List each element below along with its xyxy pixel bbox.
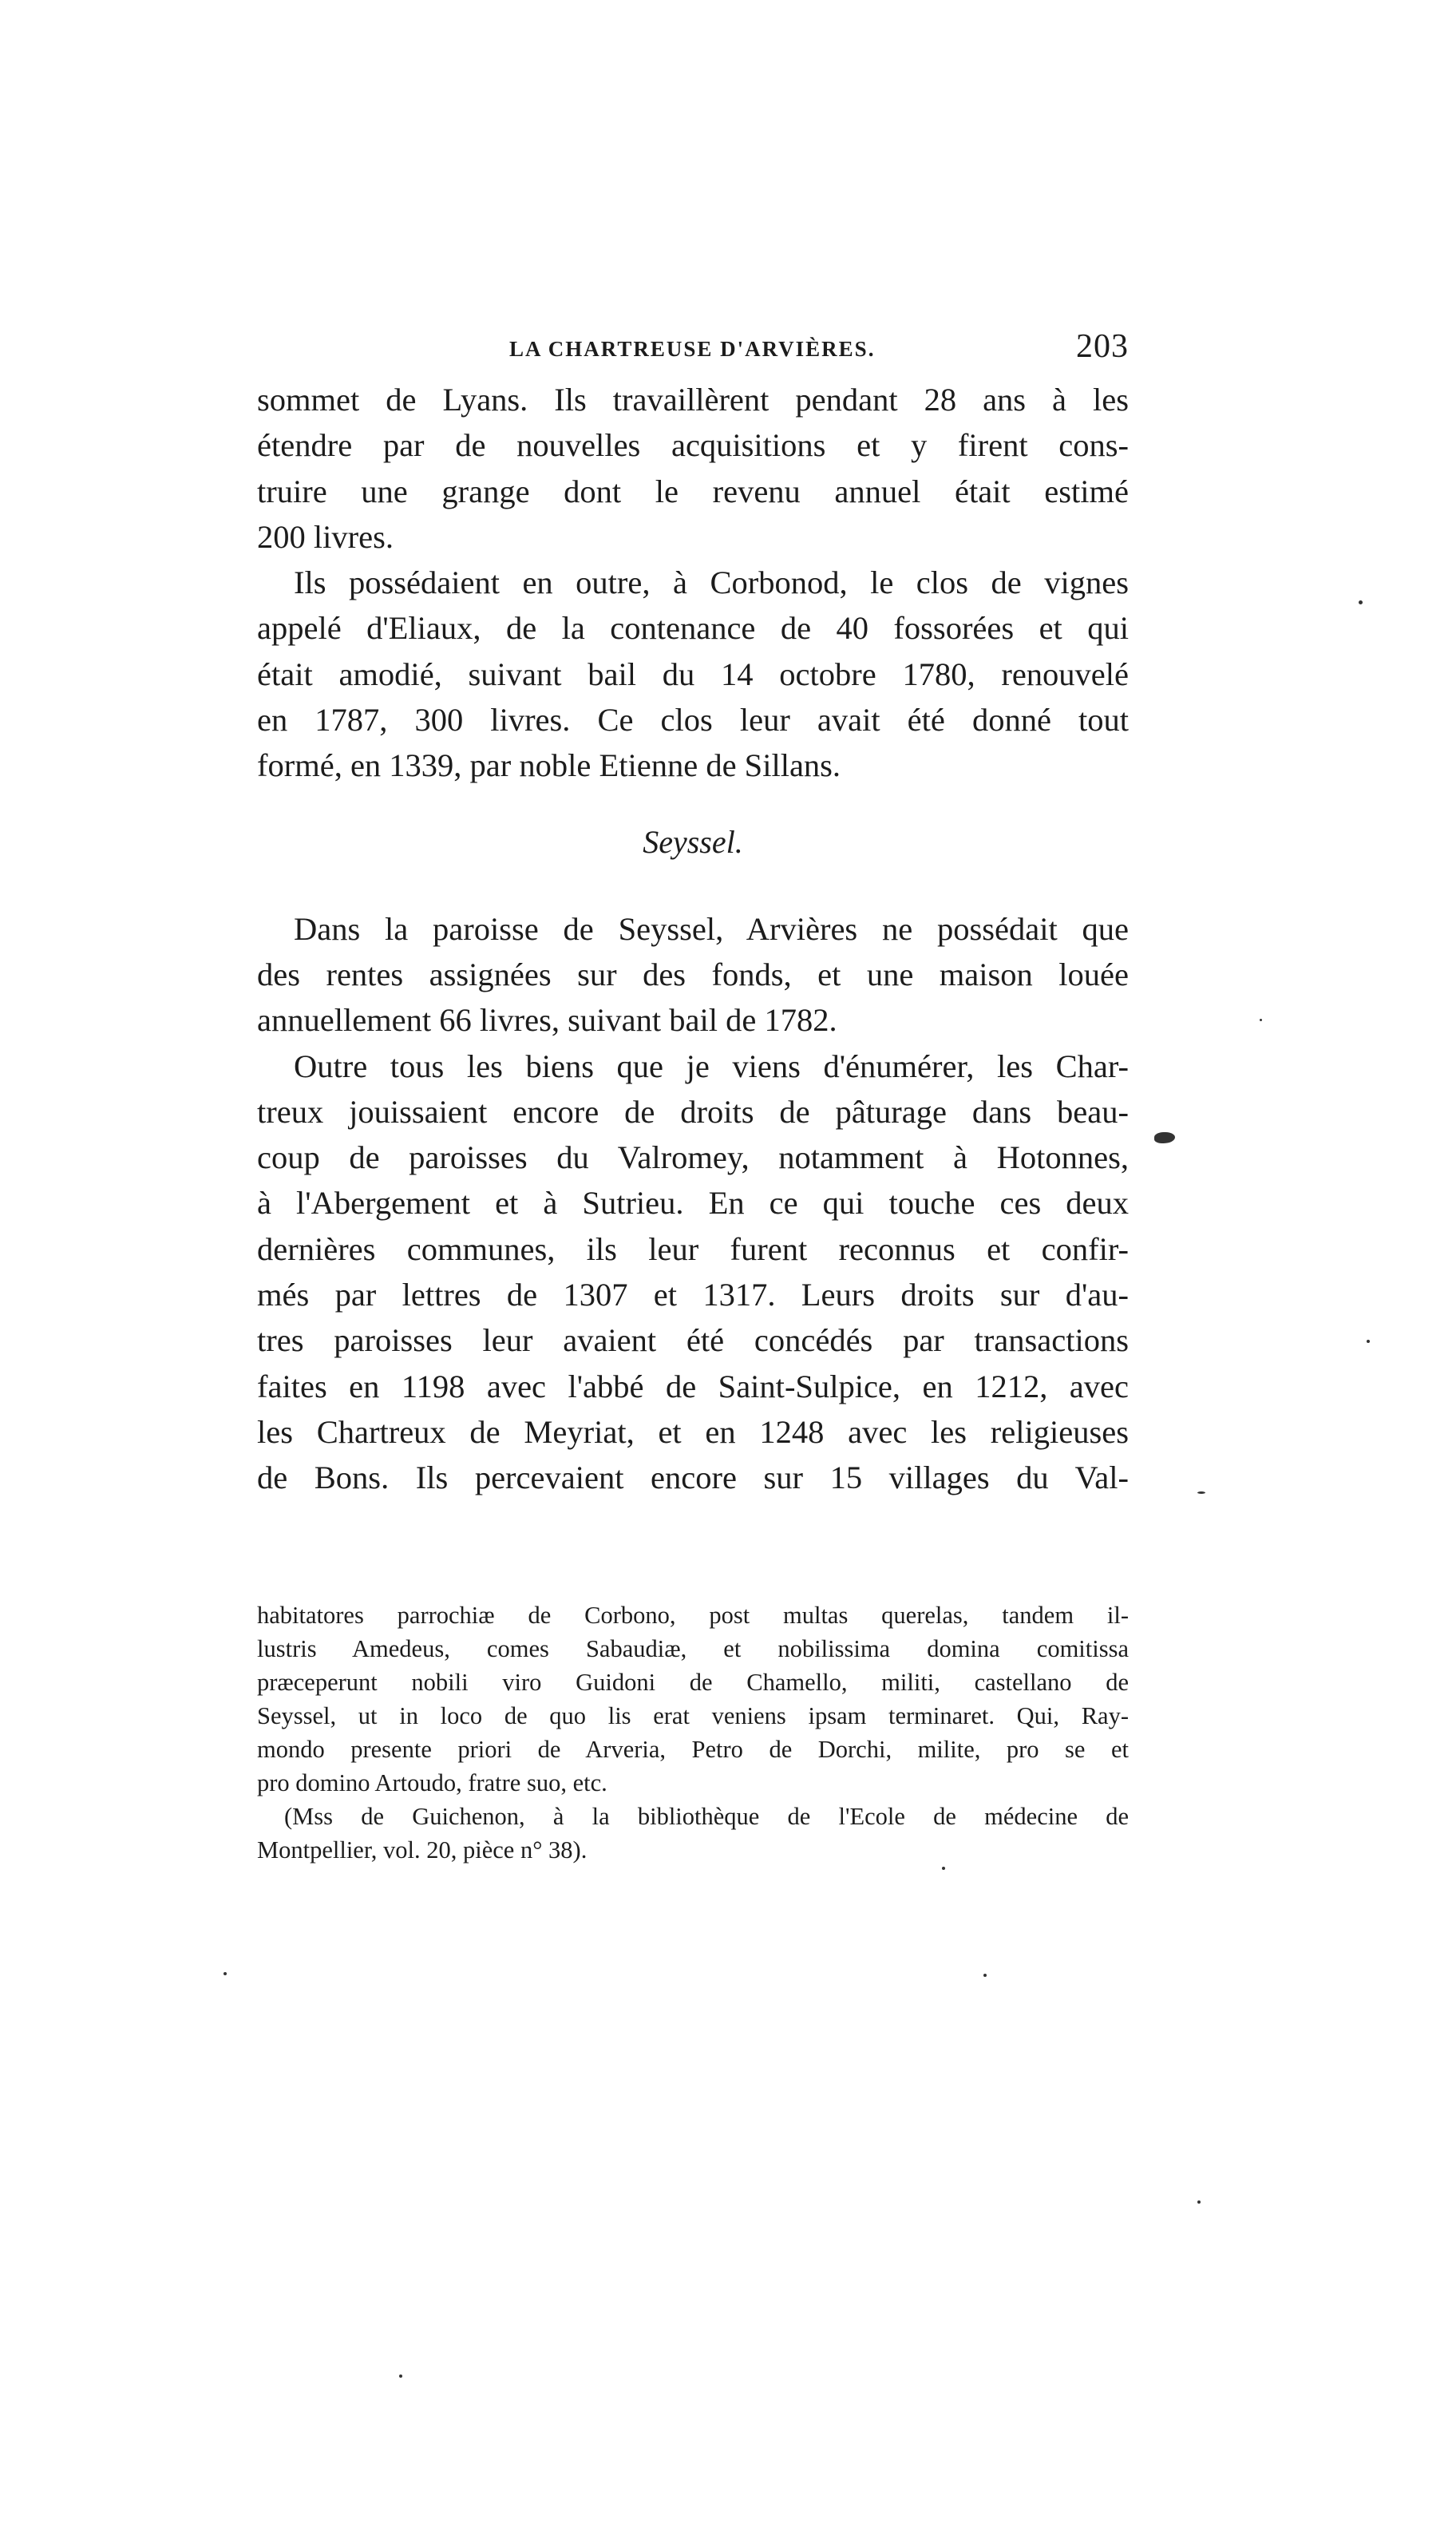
text-line: sommet de Lyans. Ils travaillèrent pendant 28 ans à les bbox=[257, 382, 1129, 418]
text-line: était amodié, suivant bail du 14 octobre 1780, renouvelé bbox=[257, 656, 1129, 692]
ink-speck bbox=[1197, 2200, 1201, 2204]
text-line: treux jouissaient encore de droits de pâturage dans beau- bbox=[257, 1093, 1129, 1130]
ink-mark bbox=[1154, 1132, 1175, 1143]
footnote-line: habitatores parrochiæ de Corbono, post multas querelas, tandem il- bbox=[257, 1602, 1129, 1629]
paragraph bbox=[257, 906, 1129, 1044]
paragraph bbox=[257, 560, 1129, 788]
text-line: Outre tous les biens que je viens d'énumérer, les Char- bbox=[294, 1048, 1129, 1084]
text-line: formé, en 1339, par noble Etienne de Sillans. bbox=[257, 747, 841, 784]
ink-speck bbox=[224, 1972, 227, 1975]
text-line: Dans la paroisse de Seyssel, Arvières ne possédait que bbox=[294, 910, 1129, 947]
ink-speck bbox=[983, 1974, 987, 1977]
main-text bbox=[257, 377, 1129, 1501]
text-line: més par lettres de 1307 et 1317. Leurs droits sur d'au- bbox=[257, 1277, 1129, 1313]
text-line: des rentes assignées sur des fonds, et une maison louée bbox=[257, 956, 1129, 992]
ink-speck bbox=[1197, 1491, 1205, 1494]
paragraph bbox=[257, 377, 1129, 560]
text-line: étendre par de nouvelles acquisitions et y firent cons- bbox=[257, 427, 1129, 464]
ink-speck bbox=[1260, 1019, 1262, 1021]
footnote-line: Montpellier, vol. 20, pièce n° 38). bbox=[257, 1836, 588, 1864]
text-line: truire une grange dont le revenu annuel était estimé bbox=[257, 473, 1129, 509]
footnote-line: pro domino Artoudo, fratre suo, etc. bbox=[257, 1769, 607, 1796]
text-line: appelé d'Eliaux, de la contenance de 40 fossorées et qui bbox=[257, 610, 1129, 647]
footnote-line: præceperunt nobili viro Guidoni de Chamello, militi, castellano de bbox=[257, 1669, 1129, 1696]
ink-speck bbox=[1359, 600, 1363, 604]
text-line: coup de paroisses du Valromey, notamment à Hotonnes, bbox=[257, 1139, 1129, 1176]
text-line: faites en 1198 avec l'abbé de Saint-Sulpice, en 1212, avec bbox=[257, 1368, 1129, 1404]
footnote-line: (Mss de Guichenon, à la bibliothèque de l'Ecole de médecine de bbox=[284, 1803, 1129, 1830]
ink-speck bbox=[942, 1867, 945, 1870]
footnote bbox=[257, 1800, 1129, 1867]
text-line: les Chartreux de Meyriat, et en 1248 avec les religieuses bbox=[257, 1413, 1129, 1450]
text-line: annuellement 66 livres, suivant bail de 1782. bbox=[257, 1002, 837, 1039]
text-line: en 1787, 300 livres. Ce clos leur avait été donné tout bbox=[257, 702, 1129, 739]
text-line: 200 livres. bbox=[257, 518, 394, 555]
section-title: Seyssel. bbox=[643, 823, 743, 860]
footnote-line: mondo presente priori de Arveria, Petro de Dorchi, milite, pro se et bbox=[257, 1736, 1129, 1763]
ink-speck bbox=[1367, 1340, 1370, 1343]
footnote bbox=[257, 1598, 1129, 1800]
text-line: à l'Abergement et à Sutrieu. En ce qui touche ces deux bbox=[257, 1185, 1129, 1222]
text-line: de Bons. Ils percevaient encore sur 15 villages du Val- bbox=[257, 1460, 1129, 1496]
text-line: Ils possédaient en outre, à Corbonod, le clos de vignes bbox=[294, 564, 1129, 601]
running-title: LA CHARTREUSE D'ARVIÈRES. bbox=[509, 337, 876, 361]
footnote-line: lustris Amedeus, comes Sabaudiæ, et nobilissima domina comitissa bbox=[257, 1635, 1129, 1662]
page-header bbox=[257, 327, 1129, 375]
paragraph bbox=[257, 1044, 1129, 1501]
page-number: 203 bbox=[1076, 328, 1129, 365]
text-line: dernières communes, ils leur furent reconnus et confir- bbox=[257, 1230, 1129, 1267]
text-line: tres paroisses leur avaient été concédés par transactions bbox=[257, 1322, 1129, 1359]
ink-speck bbox=[399, 2375, 402, 2378]
footnote-line: Seyssel, ut in loco de quo lis erat veniens ipsam terminaret. Qui, Ray- bbox=[257, 1702, 1129, 1729]
footnotes bbox=[257, 1598, 1129, 1867]
